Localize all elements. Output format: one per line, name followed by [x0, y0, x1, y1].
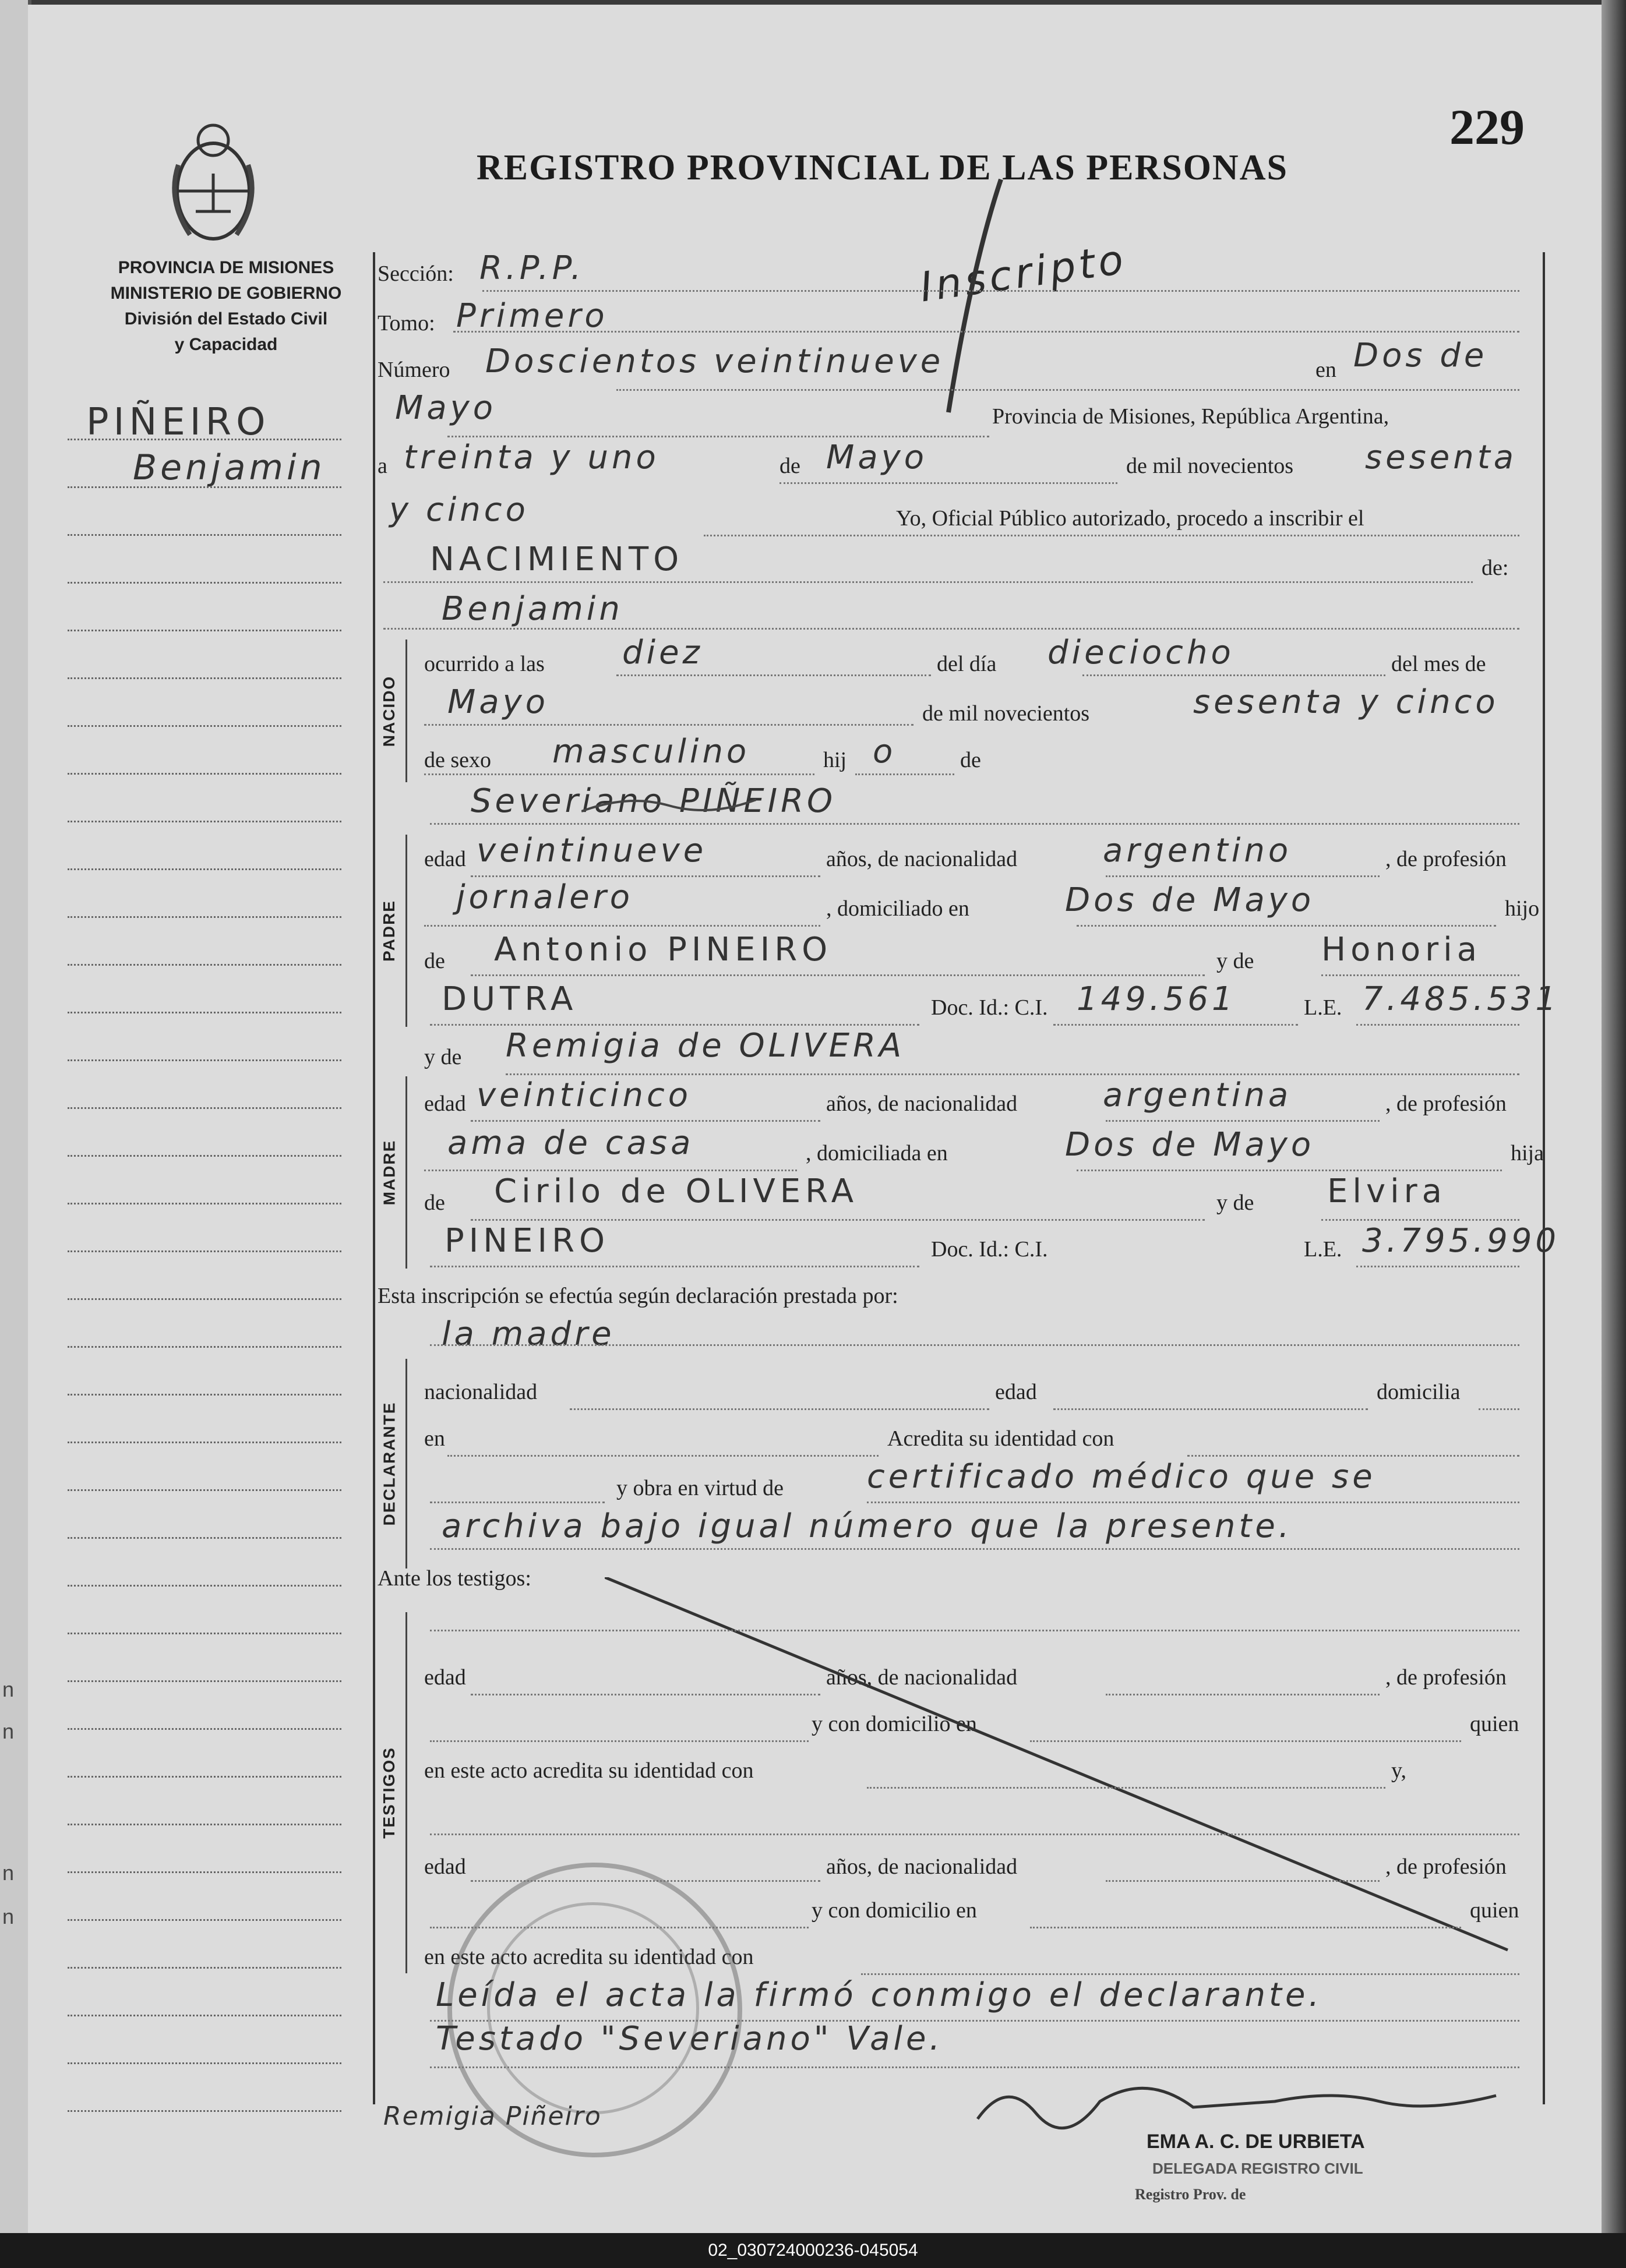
value-padre-nac: argentino	[1103, 832, 1292, 870]
label-de-2: de	[960, 748, 981, 772]
label-t1-acto: en este acto acredita su identidad con	[424, 1758, 754, 1783]
form-rule	[1106, 1120, 1380, 1122]
margin-given-name: Benjamin	[133, 447, 326, 488]
ministry-block	[75, 255, 378, 358]
label-madre-edad: edad	[424, 1091, 466, 1116]
margin-rule	[68, 439, 341, 440]
label-t1-edad: edad	[424, 1665, 466, 1690]
margin-rule	[68, 1967, 341, 1969]
label-t2-quien: quien	[1470, 1898, 1519, 1923]
value-declarante: la madre	[442, 1315, 615, 1353]
form-rule	[1106, 875, 1380, 877]
form-rule	[447, 436, 989, 437]
value-dia: treinta y uno	[404, 439, 659, 476]
label-t2-domicilio: y con domicilio en	[812, 1898, 977, 1923]
form-rule	[1356, 1266, 1519, 1267]
value-madre-edad: veinticinco	[477, 1076, 692, 1114]
scan-footer-id: 02_030724000236-045054	[0, 2233, 1626, 2268]
facing-page-letter: n	[2, 1677, 15, 1701]
form-rule	[1077, 1170, 1502, 1171]
margin-rule	[68, 2110, 341, 2112]
form-rule	[383, 581, 1473, 583]
value-madre-le: 3.795.990	[1362, 1222, 1560, 1260]
form-rule	[430, 1927, 809, 1928]
margin-rule	[68, 1203, 341, 1204]
label-y-de-madre2: y de	[1216, 1190, 1254, 1215]
form-rule	[430, 1502, 605, 1503]
value-madre-prof: ama de casa	[447, 1124, 694, 1162]
label-t1-profesion: , de profesión	[1385, 1665, 1507, 1690]
official-signature	[972, 2066, 1508, 2136]
margin-surname: PIÑEIRO	[86, 401, 270, 444]
form-rule	[424, 773, 814, 775]
strikethrough-mark	[581, 788, 756, 823]
value-en-cont: Mayo	[395, 389, 497, 427]
margin-rule	[68, 773, 341, 775]
value-padre-dom: Dos de Mayo	[1065, 881, 1315, 919]
form-rule	[1030, 1927, 1461, 1928]
form-rule	[430, 1344, 1519, 1346]
label-t2-edad: edad	[424, 1854, 466, 1879]
value-dia-nac: dieciocho	[1047, 634, 1235, 672]
margin-rule	[68, 1489, 341, 1491]
label-hij: hij	[823, 748, 847, 772]
form-rule	[430, 1548, 1519, 1550]
margin-rule	[68, 1012, 341, 1013]
label-padre-edad: edad	[424, 847, 466, 871]
form-rule	[447, 1455, 879, 1457]
form-rule	[1321, 974, 1519, 976]
label-de-colon: de:	[1482, 556, 1509, 580]
section-testigos: TESTIGOS	[380, 1747, 398, 1839]
value-virtud-cont: archiva bajo igual número que la presente.	[442, 1507, 1293, 1545]
facing-page-letter: n	[2, 1861, 15, 1885]
label-padre-profesion: , de profesión	[1385, 847, 1507, 871]
label-del-mes: del mes de	[1391, 652, 1486, 676]
form-rule	[570, 1408, 989, 1410]
value-padre-madre: Honoria	[1321, 931, 1482, 969]
form-rule	[471, 1120, 820, 1122]
margin-rule	[68, 821, 341, 822]
label-mil-novecientos: de mil novecientos	[1126, 454, 1294, 478]
value-padre-le: 7.485.531	[1362, 980, 1560, 1018]
form-rule	[1356, 1024, 1519, 1026]
margin-rule	[68, 1633, 341, 1634]
value-anio-nac: sesenta y cinco	[1193, 683, 1499, 721]
margin-rule	[68, 1298, 341, 1300]
form-rule	[430, 2020, 1519, 2022]
value-madre-madre: Elvira	[1327, 1172, 1447, 1210]
form-rule	[1106, 1880, 1380, 1882]
page-number: 229	[1449, 99, 1525, 155]
form-rule	[471, 1880, 820, 1882]
label-domiciliado: , domiciliado en	[826, 896, 969, 921]
margin-rule	[68, 868, 341, 870]
form-rule	[424, 1170, 797, 1171]
form-rule	[430, 1266, 919, 1267]
ministry-line: División del Estado Civil	[124, 309, 328, 328]
label-ocurrido: ocurrido a las	[424, 652, 545, 676]
form-rule	[453, 331, 1519, 333]
margin-rule	[68, 1919, 341, 1921]
label-t1-y: y,	[1391, 1758, 1407, 1783]
margin-rule	[68, 1585, 341, 1587]
label-en: en	[1315, 358, 1336, 382]
margin-rule	[68, 1155, 341, 1157]
form-rule	[1479, 1408, 1519, 1410]
value-padre: Severiano PIÑEIRO	[471, 782, 837, 820]
label-tomo: Tomo:	[378, 311, 435, 335]
label-oficial: Yo, Oficial Público autorizado, procedo a inscribir el	[896, 506, 1364, 531]
form-rule	[506, 1073, 1519, 1075]
margin-rule	[68, 1442, 341, 1443]
label-le-madre: L.E.	[1304, 1237, 1342, 1262]
label-doc-madre: Doc. Id.: C.I.	[931, 1237, 1048, 1262]
label-y-de-padre: y de	[1216, 949, 1254, 973]
label-domicilia: domicilia	[1377, 1380, 1461, 1404]
signature-declarante: Remigia Piñeiro	[383, 2101, 602, 2131]
value-virtud: certificado médico que se	[867, 1458, 1376, 1496]
label-t1-domicilio: y con domicilio en	[812, 1712, 977, 1736]
label-a: a	[378, 454, 387, 478]
value-acto: NACIMIENTO	[430, 540, 684, 578]
margin-rule	[68, 1824, 341, 1825]
form-rule	[1053, 1024, 1298, 1026]
margin-rule	[68, 582, 341, 584]
value-madre-padre: Cirilo de OLIVERA	[494, 1172, 859, 1210]
margin-rule	[68, 677, 341, 679]
value-mes-nac: Mayo	[447, 683, 549, 721]
closing-note-2: Testado "Severiano" Vale.	[436, 2020, 944, 2058]
value-padre-edad: veintinueve	[477, 832, 707, 870]
label-t1-quien: quien	[1470, 1712, 1519, 1736]
section-nacido: NACIDO	[380, 675, 398, 747]
label-provincia: Provincia de Misiones, República Argentina,	[992, 404, 1389, 429]
ministry-line: MINISTERIO DE GOBIERNO	[110, 284, 342, 303]
form-rule	[1321, 1219, 1519, 1221]
form-rule	[616, 674, 931, 676]
margin-rule	[68, 1107, 341, 1109]
book-spine	[1602, 0, 1626, 2268]
form-rule	[430, 1024, 919, 1026]
form-rule	[430, 2066, 1519, 2068]
margin-rule	[68, 534, 341, 536]
label-en-decl: en	[424, 1426, 445, 1451]
form-rule	[471, 1219, 1205, 1221]
form-rule	[867, 1502, 1519, 1503]
label-t2-acto: en este acto acredita su identidad con	[424, 1945, 754, 1969]
label-madre-profesion: , de profesión	[1385, 1091, 1507, 1116]
label-del-dia: del día	[937, 652, 997, 676]
label-de-madre: de	[424, 1190, 445, 1215]
margin-rule	[68, 916, 341, 918]
value-nombre: Benjamin	[442, 590, 623, 628]
label-hijo: hijo	[1505, 896, 1540, 921]
value-padre-prof: jornalero	[456, 878, 633, 916]
form-rule	[1053, 1408, 1368, 1410]
value-seccion: R.P.P.	[479, 249, 585, 287]
official-title: DELEGADA REGISTRO CIVIL	[1152, 2160, 1363, 2177]
form-rule	[1106, 1694, 1380, 1695]
form-rule	[430, 1630, 1519, 1631]
value-anio: sesenta	[1365, 439, 1518, 476]
label-madre-nacionalidad: años, de nacionalidad	[826, 1091, 1018, 1116]
official-name: EMA A. C. DE URBIETA	[1147, 2131, 1365, 2153]
section-madre: MADRE	[380, 1139, 398, 1206]
value-anio-cont: y cinco	[389, 491, 529, 529]
facing-page-edge	[0, 0, 31, 2268]
form-rule	[424, 925, 820, 927]
form-rule	[430, 1740, 809, 1742]
form-rule	[780, 482, 1117, 484]
margin-rule	[68, 1250, 341, 1252]
margin-rule	[68, 1537, 341, 1539]
margin-rule	[68, 2062, 341, 2064]
page-title: REGISTRO PROVINCIAL DE LAS PERSONAS	[477, 148, 1288, 188]
value-en: Dos de	[1353, 337, 1488, 375]
label-ante-testigos: Ante los testigos:	[378, 1566, 531, 1591]
facing-page-letter: n	[2, 1719, 15, 1743]
margin-rule	[68, 1346, 341, 1348]
margin-rule	[68, 1680, 341, 1682]
label-numero: Número	[378, 358, 450, 382]
form-rule	[482, 290, 1519, 292]
label-y-de-madre: y de	[424, 1045, 462, 1069]
form-rule	[471, 974, 1205, 976]
label-le-padre: L.E.	[1304, 995, 1342, 1020]
section-declarante: DECLARANTE	[380, 1401, 398, 1526]
ministry-line: y Capacidad	[174, 335, 278, 354]
margin-rule	[68, 964, 341, 966]
form-rule	[1030, 1740, 1461, 1742]
margin-rule	[68, 486, 341, 488]
form-rule	[430, 1834, 1519, 1835]
margin-rule	[68, 1394, 341, 1396]
section-padre: PADRE	[380, 900, 398, 962]
margin-rule	[68, 1871, 341, 1873]
label-mil-novecientos-2: de mil novecientos	[922, 701, 1090, 726]
value-tomo: Primero	[456, 297, 608, 335]
value-madre: Remigia de OLIVERA	[506, 1027, 905, 1065]
value-madre-nac: argentina	[1103, 1076, 1292, 1114]
form-rule	[424, 724, 913, 726]
label-seccion: Sección:	[378, 262, 454, 286]
label-declaracion: Esta inscripción se efectúa según declaración prestada por:	[378, 1284, 898, 1308]
label-edad: edad	[995, 1380, 1037, 1404]
facing-page-letter: n	[2, 1905, 15, 1928]
label-padre-nacionalidad: años, de nacionalidad	[826, 847, 1018, 871]
margin-rule	[68, 630, 341, 631]
form-rule	[855, 773, 954, 775]
label-t2-profesion: , de profesión	[1385, 1854, 1507, 1879]
value-numero: Doscientos veintinueve	[485, 342, 944, 380]
closing-note-1: Leída el acta la firmó conmigo el declarante.	[436, 1976, 1323, 2014]
cancel-diagonal-line	[605, 1577, 1514, 1956]
value-hij-suffix: o	[873, 733, 897, 771]
margin-rule	[68, 1059, 341, 1061]
value-madre-madre-cont: PINEIRO	[445, 1222, 610, 1260]
label-hija: hija	[1511, 1141, 1544, 1165]
value-mes: Mayo	[826, 439, 928, 476]
margin-rule	[68, 725, 341, 727]
value-sexo: masculino	[552, 733, 750, 771]
inscripto-stamp: Inscripto	[917, 235, 1130, 312]
value-hora: diez	[622, 634, 703, 672]
label-acredita: Acredita su identidad con	[887, 1426, 1114, 1451]
margin-rule	[68, 1776, 341, 1778]
form-rule	[616, 389, 1519, 391]
label-sexo: de sexo	[424, 748, 492, 772]
ministry-line: PROVINCIA DE MISIONES	[118, 258, 334, 277]
label-domiciliada: , domiciliada en	[806, 1141, 948, 1165]
form-rule	[383, 628, 1519, 630]
label-nacionalidad: nacionalidad	[424, 1380, 538, 1404]
label-t2-nacionalidad: años, de nacionalidad	[826, 1854, 1018, 1879]
form-rule	[704, 535, 1519, 536]
form-rule	[861, 1973, 1519, 1975]
form-rule	[1077, 925, 1496, 927]
label-de-padre: de	[424, 949, 445, 973]
form-rule	[471, 1694, 820, 1695]
coat-of-arms-icon	[155, 118, 271, 252]
label-de: de	[780, 454, 800, 478]
label-t1-nacionalidad: años, de nacionalidad	[826, 1665, 1018, 1690]
form-rule	[1082, 674, 1385, 676]
form-rule	[867, 1787, 1385, 1789]
margin-rule	[68, 1728, 341, 1730]
register-page	[28, 5, 1618, 2233]
label-obra: y obra en virtud de	[616, 1476, 784, 1500]
value-padre-padre: Antonio PINEIRO	[494, 931, 833, 969]
form-rule	[1187, 1455, 1519, 1457]
value-padre-ci: 149.561	[1077, 980, 1236, 1018]
form-rule	[430, 823, 1519, 825]
margin-rule	[68, 2015, 341, 2016]
label-doc-padre: Doc. Id.: C.I.	[931, 995, 1048, 1020]
form-rule	[471, 875, 820, 877]
office-label: Registro Prov. de	[1135, 2186, 1246, 2203]
value-madre-dom: Dos de Mayo	[1065, 1126, 1315, 1164]
value-padre-madre-cont: DUTRA	[442, 980, 578, 1018]
